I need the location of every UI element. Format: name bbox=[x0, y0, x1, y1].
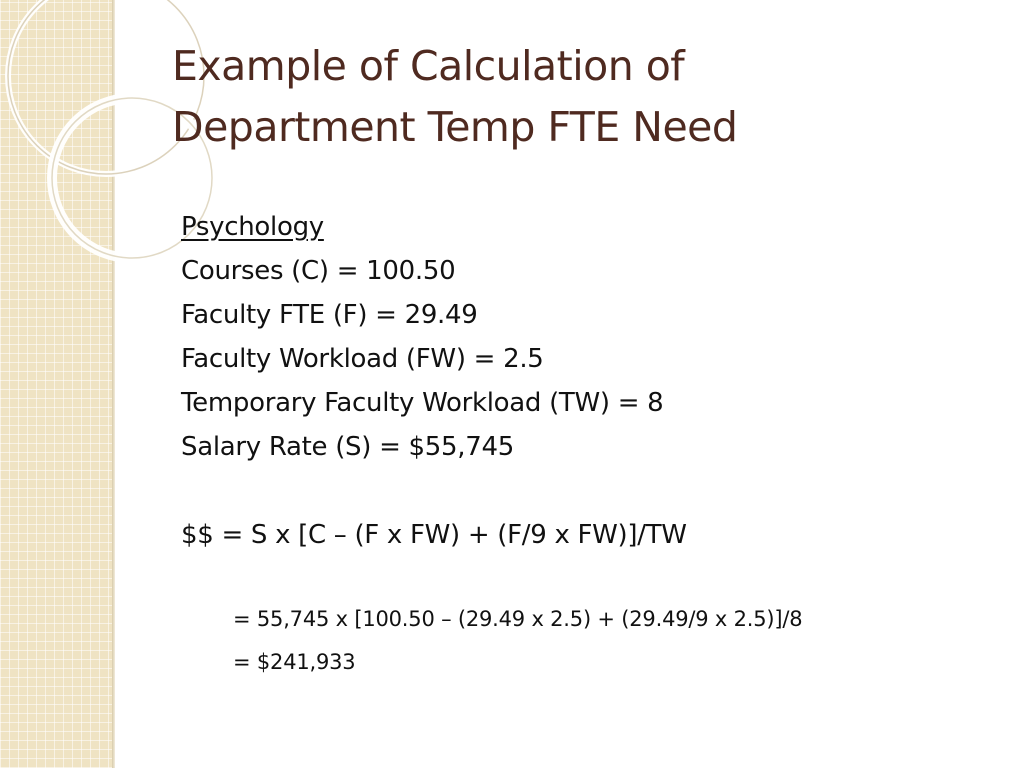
calculation-result: = $241,933 bbox=[233, 650, 356, 674]
slide-title bbox=[172, 36, 992, 158]
slide-title-line-2: Department Temp FTE Need bbox=[172, 103, 738, 151]
variable-faculty-fte: Faculty FTE (F) = 29.49 bbox=[181, 300, 478, 330]
subject-heading: Psychology bbox=[181, 212, 324, 242]
variable-faculty-workload: Faculty Workload (FW) = 2.5 bbox=[181, 344, 544, 374]
variable-courses: Courses (C) = 100.50 bbox=[181, 256, 456, 286]
calculation-block bbox=[233, 598, 802, 684]
variable-temporary-faculty-workload: Temporary Faculty Workload (TW) = 8 bbox=[181, 388, 664, 418]
formula: $$ = S x [C – (F x FW) + (F/9 x FW)]/TW bbox=[181, 520, 687, 550]
variable-salary-rate: Salary Rate (S) = $55,745 bbox=[181, 432, 514, 462]
slide-title-line-1: Example of Calculation of bbox=[172, 42, 685, 90]
calculation-substitution: = 55,745 x [100.50 – (29.49 x 2.5) + (29.49/9 x 2.5)]/8 bbox=[233, 607, 803, 631]
spacer bbox=[181, 469, 981, 513]
slide-body bbox=[181, 205, 981, 557]
